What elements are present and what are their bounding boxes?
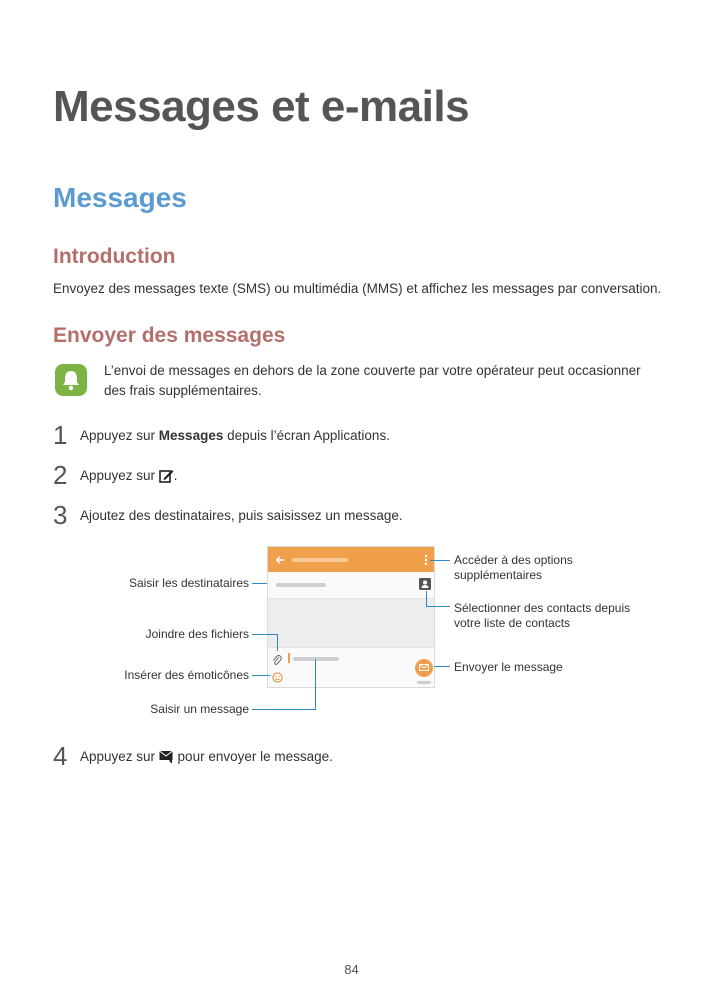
callout-line-message-v: [315, 659, 316, 710]
step-4-number: 4: [53, 741, 68, 771]
callout-line-emoticons: [252, 675, 270, 676]
text-cursor: [288, 653, 290, 663]
step-2-number: 2: [53, 460, 68, 490]
callout-more-options-1: Accéder à des options: [454, 553, 573, 567]
step-3-text: Ajoutez des destinataires, puis saisissez un message.: [80, 508, 403, 523]
app-bar-title-placeholder: [292, 558, 348, 562]
callout-line-contacts-h: [426, 606, 450, 607]
callout-line-recipients: [252, 583, 267, 584]
callout-line-attach-h: [252, 634, 278, 635]
step-1-post: depuis l’écran Applications.: [223, 428, 390, 443]
callout-line-send: [434, 666, 450, 667]
step-2-pre: Appuyez sur: [80, 468, 159, 483]
callout-type-message: Saisir un message: [150, 702, 249, 716]
callout-select-contacts-2: votre liste de contacts: [454, 616, 571, 630]
send-label-placeholder: [417, 681, 431, 684]
callout-send-message: Envoyer le message: [454, 660, 563, 674]
phone-screenshot: [267, 546, 435, 688]
step-2-post: .: [173, 468, 178, 483]
recipient-placeholder: [276, 583, 326, 587]
app-bar: [268, 547, 435, 572]
message-placeholder: [293, 657, 339, 661]
callout-attach: Joindre des fichiers: [145, 627, 249, 641]
callout-select-contacts-1: Sélectionner des contacts depuis: [454, 601, 631, 615]
callout-line-contacts-v: [426, 591, 427, 606]
step-3-number: 3: [53, 500, 68, 530]
step-1-app-name: Messages: [158, 428, 224, 443]
step-4-post: pour envoyer le message.: [173, 749, 333, 764]
compose-icon: [159, 468, 174, 483]
contacts-icon: [419, 578, 431, 590]
send-heading: Envoyer des messages: [53, 324, 286, 347]
callout-more-options-2: supplémentaires: [454, 568, 543, 582]
send-button-mock: [415, 659, 433, 677]
step-1-text: [80, 426, 390, 446]
send-icon: [159, 749, 174, 764]
page-number: 84: [344, 962, 359, 977]
section-title: Messages: [53, 182, 187, 213]
callout-line-message-h: [252, 709, 315, 710]
bell-icon: [55, 364, 87, 396]
note-line-1: L’envoi de messages en dehors de la zone couverte par votre opérateur peut occasionner: [104, 363, 641, 378]
chapter-title: Messages et e-mails: [53, 82, 470, 131]
note-line-2: des frais supplémentaires.: [104, 383, 262, 398]
intro-text: Envoyez des messages texte (SMS) ou multimédia (MMS) et affichez les messages par conversation.: [53, 281, 662, 296]
intro-heading: Introduction: [53, 245, 176, 268]
callout-line-attach-v: [277, 634, 278, 651]
step-1-number: 1: [53, 420, 68, 450]
callout-line-options: [430, 560, 450, 561]
step-1-pre: Appuyez sur: [80, 428, 159, 443]
composer-area: [268, 647, 435, 688]
attach-icon: [272, 654, 282, 666]
more-options-icon: [424, 554, 428, 566]
step-4-pre: Appuyez sur: [80, 749, 159, 764]
emoticon-icon: [272, 672, 283, 683]
step-2-text: [80, 466, 178, 486]
back-arrow-icon: [275, 555, 285, 565]
callout-recipients: Saisir les destinataires: [128, 576, 249, 590]
callout-emoticons: Insérer des émoticônes: [124, 668, 249, 682]
recipient-field: [268, 572, 435, 599]
step-4-text: [80, 747, 333, 767]
